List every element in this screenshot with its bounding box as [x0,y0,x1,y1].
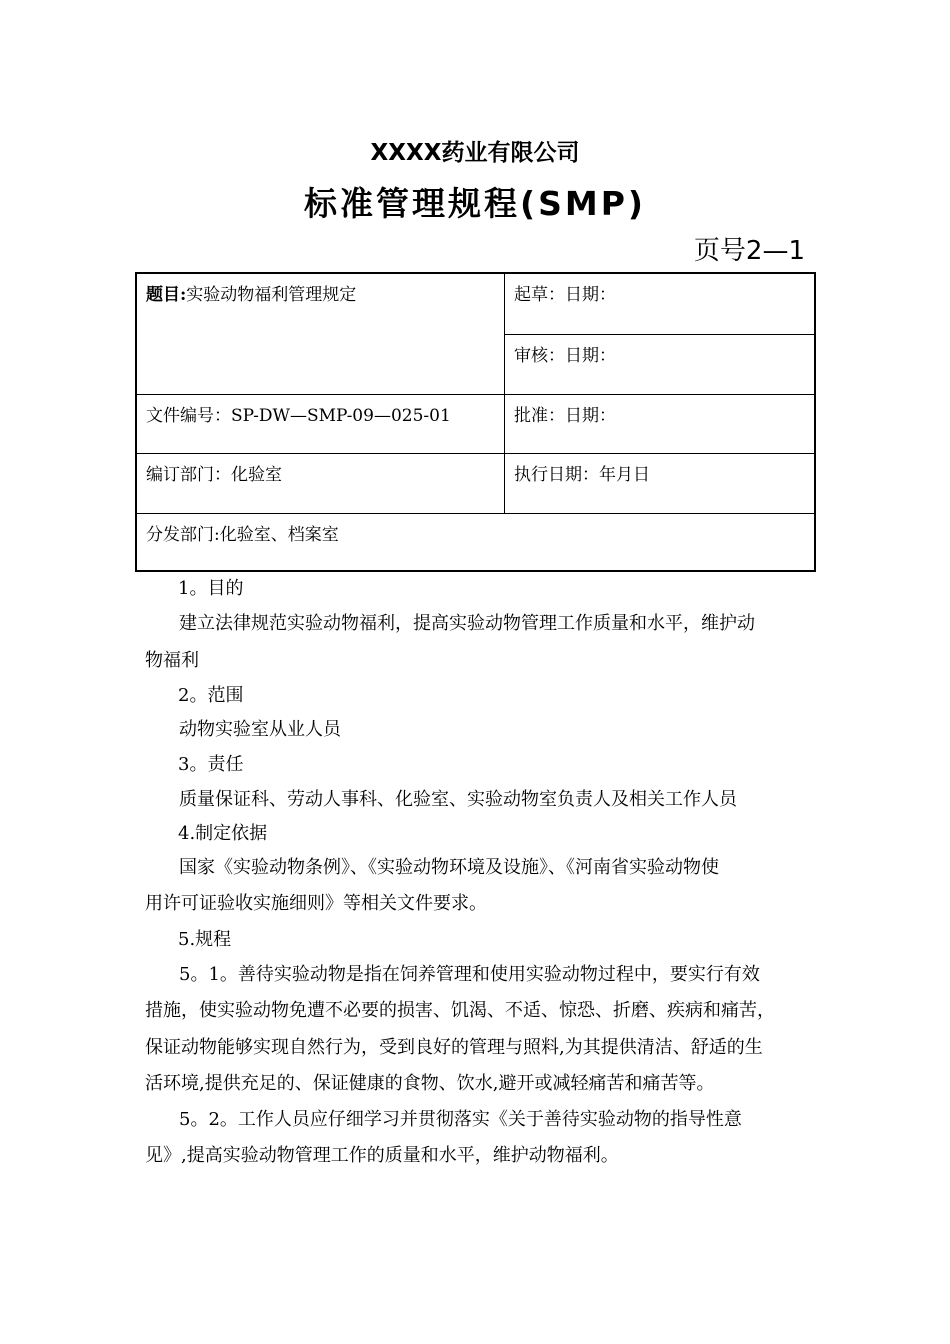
paragraph-line: 用许可证验收实施细则》等相关文件要求。 [145,893,487,914]
section-heading: 3。责任 [178,754,244,775]
subject-label: 题目: [146,285,187,305]
paragraph-line: 动物实验室从业人员 [179,719,341,740]
paragraph-line: 5。2。工作人员应仔细学习并贯彻落实《关于善待实验动物的指导性意 [179,1109,742,1130]
section-heading: 2。范围 [178,685,244,706]
department-cell: 编订部门：化验室 [146,465,282,485]
section-heading: 5.规程 [178,929,232,950]
paragraph-line: 物福利 [145,650,199,671]
subject-cell [137,274,504,305]
paragraph-line: 质量保证科、劳动人事科、化验室、实验动物室负责人及相关工作人员 [179,789,737,810]
paragraph-line: 5。1。善待实验动物是指在饲养管理和使用实验动物过程中，要实行有效 [179,964,760,985]
subject-value: 实验动物福利管理规定 [186,285,357,305]
draft-cell: 起草：日期： [514,285,616,305]
file-number-cell: 文件编号：SP-DW—SMP-09—025-01 [146,406,451,426]
paragraph-line: 活环境,提供充足的、保证健康的食物、饮水,避开或减轻痛苦和痛苦等。 [145,1073,715,1094]
paragraph-line: 建立法律规范实验动物福利，提高实验动物管理工作质量和水平，维护动 [179,613,755,634]
page-number: 页号2—1 [693,236,805,266]
paragraph-line: 国家《实验动物条例》、《实验动物环境及设施》、《河南省实验动物使 [179,857,719,878]
execution-date-cell: 执行日期：年月日 [514,465,650,485]
document-header-table [135,272,816,572]
document-title: 标准管理规程(SMP) [304,184,646,223]
section-heading: 1。目的 [178,578,244,599]
paragraph-line: 见》,提高实验动物管理工作的质量和水平，维护动物福利。 [145,1145,619,1166]
review-cell: 审核：日期： [514,346,616,366]
section-heading: 4.制定依据 [178,823,268,844]
paragraph-line: 保证动物能够实现自然行为，受到良好的管理与照料,为其提供清洁、舒适的生 [145,1037,763,1058]
approve-cell: 批准：日期： [514,406,616,426]
company-name: XXXX药业有限公司 [370,140,580,166]
distribution-cell: 分发部门:化验室、档案室 [146,525,339,545]
paragraph-line: 措施，使实验动物免遭不必要的损害、饥渴、不适、惊恐、折磨、疾病和痛苦， [145,1000,775,1021]
